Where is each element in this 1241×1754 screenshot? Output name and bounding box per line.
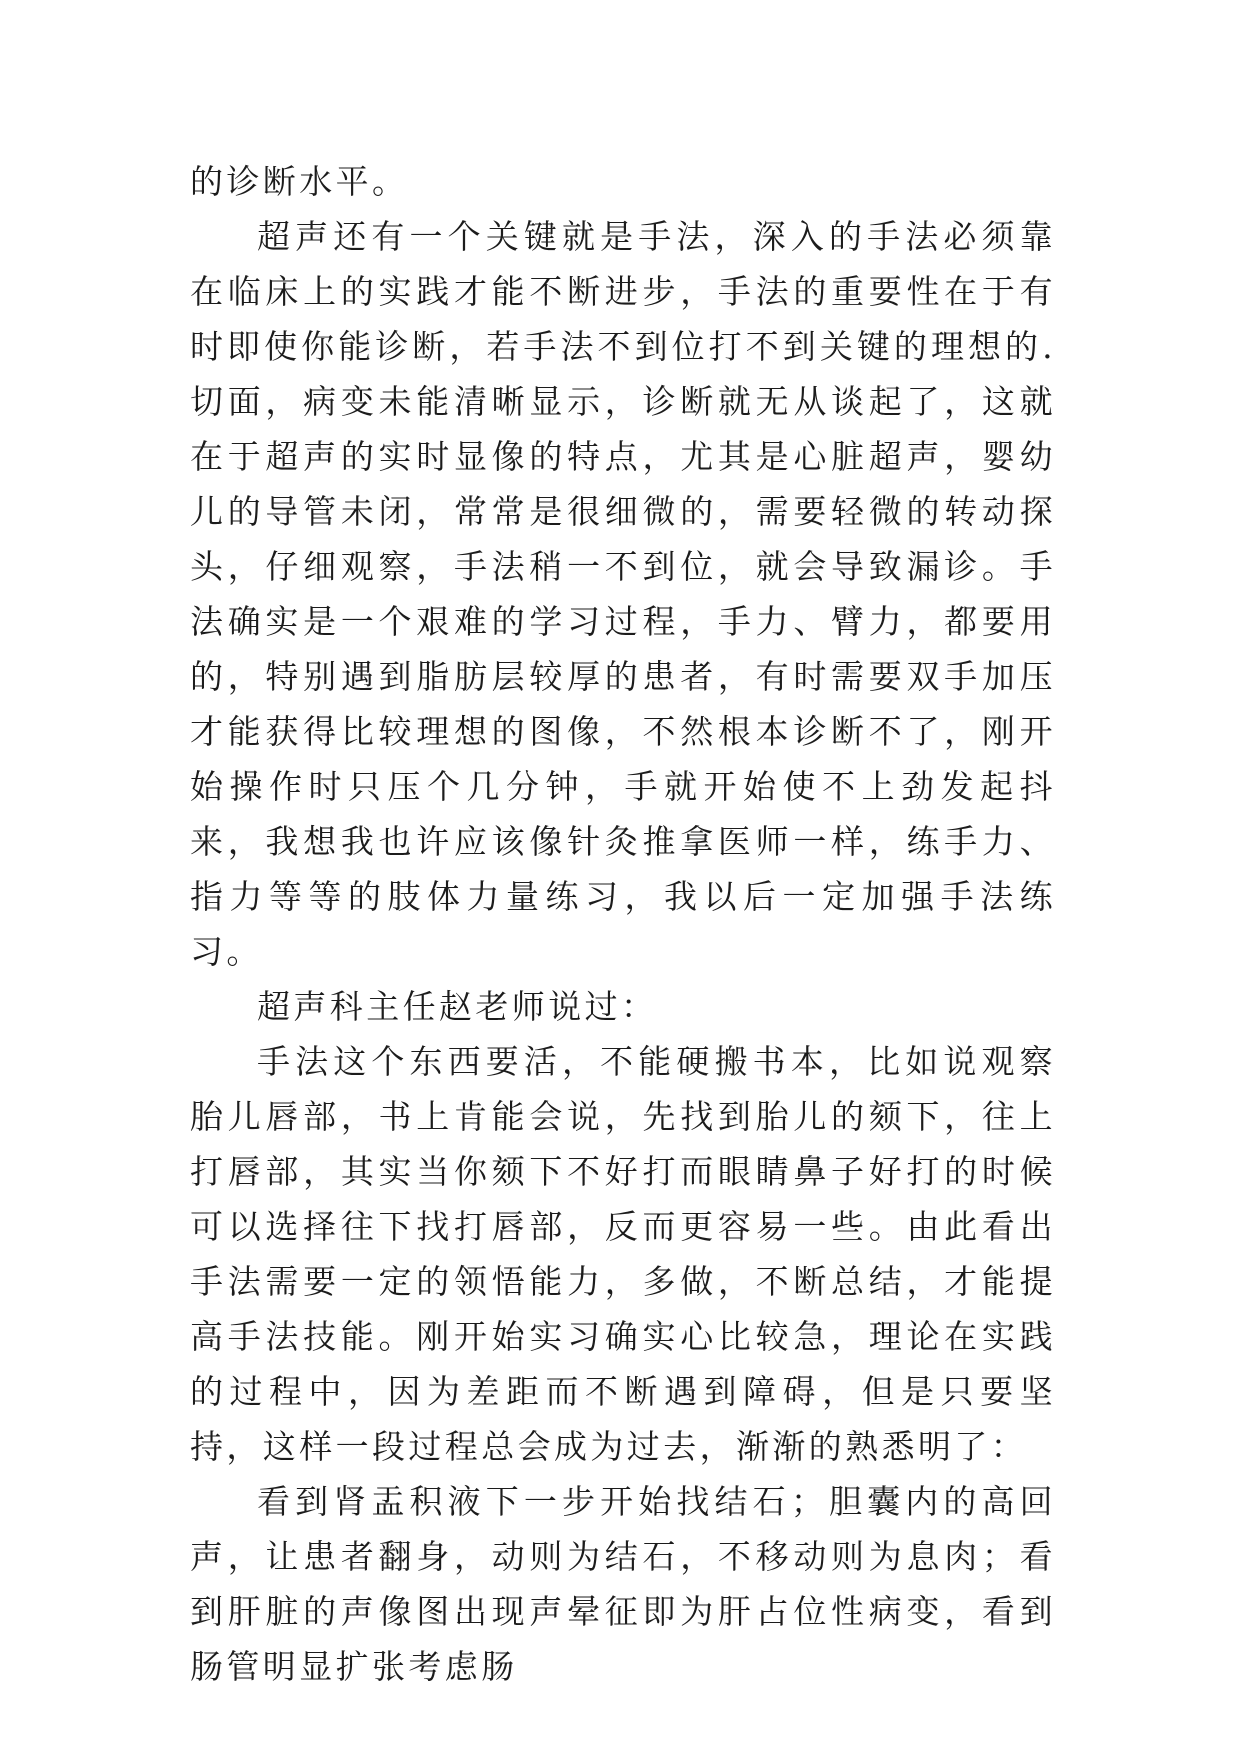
paragraph-3: 超声科主任赵老师说过： (257, 987, 658, 1026)
paragraph-2: 超声还有一个关键就是手法，深入的手法必须靠在临床上的实践才能不断进步，手法的重要性在于有时即使你能诊断，若手法不到位打不到关键的理想的.切面，病变未能清晰显示，诊断就无从谈起了，这就在于超声的实时显像的特点，尤其是心脏超声，婴幼儿的导管未闭，常常是很细微的，需要轻微的转动探头，仔细观察，手法稍一不到位，就会导致漏诊。手法确实是一个艰难的学习过程，手力、臂力，都要用的，特别遇到脂肪层较厚的患者，有时需要双手加压才能获得比较理想的图像，不然根本诊断不了，刚开始操作时只压个几分钟，手就开始使不上劲发起抖来，我想我也许应该像针灸推拿医师一样，练手力、指力等等的肢体力量练习，我以后一定加强手法练习。 (190, 217, 1056, 971)
paragraph-5: 看到肾盂积液下一步开始找结石；胆囊内的高回声，让患者翻身，动则为结石，不移动则为息肉；看到肝脏的声像图出现声晕征即为肝占位性病变，看到肠管明显扩张考虑肠 (190, 1482, 1056, 1686)
paragraph-4: 手法这个东西要活，不能硬搬书本，比如说观察胎儿唇部，书上肯能会说，先找到胎儿的颏下，往上打唇部，其实当你颏下不好打而眼睛鼻子好打的时候可以选择往下找打唇部，反而更容易一些。由此看出手法需要一定的领悟能力，多做，不断总结，才能提高手法技能。刚开始实习确实心比较急，理论在实践的过程中，因为差距而不断遇到障碍，但是只要坚持，这样一段过程总会成为过去，渐渐的熟悉明了： (190, 1042, 1056, 1466)
paragraph-1: 的诊断水平。 (190, 162, 409, 201)
document-body (190, 154, 1056, 1694)
